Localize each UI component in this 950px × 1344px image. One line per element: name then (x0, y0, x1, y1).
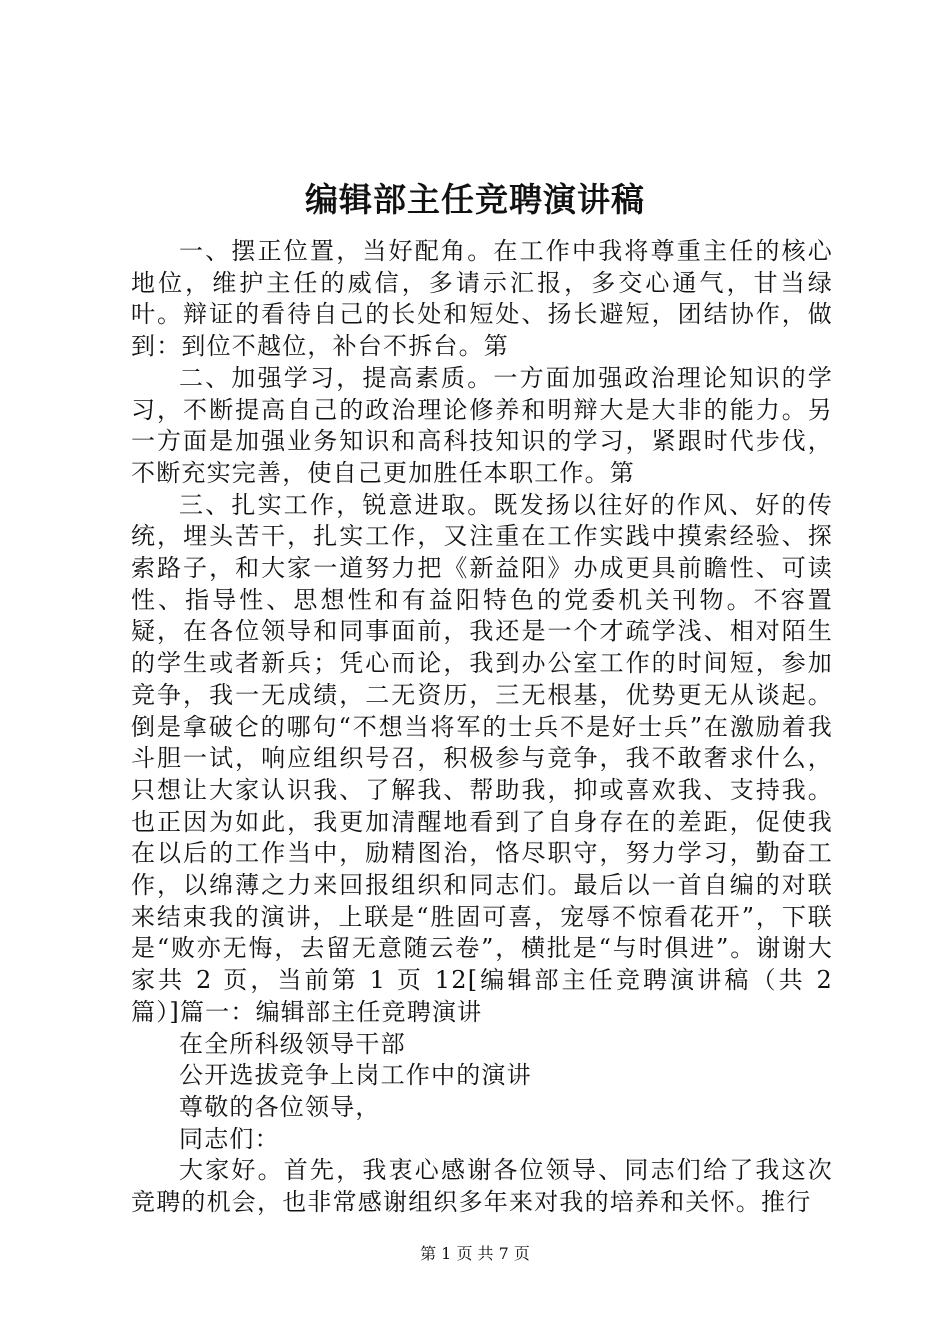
salutation-line-2: 同志们： (179, 1124, 280, 1153)
paragraph-4: 大家好。首先，我衷心感谢各位领导、同志们给了我这次竞聘的机会，也非常感谢组织多年来对我的培养和关怀。推行 (131, 1156, 833, 1217)
paragraph-2: 二、加强学习，提高素质。一方面加强政治理论知识的学习，不断提高自己的政治理论修养和明辩大是大非的能力。另一方面是加强业务知识和高科技知识的学习，紧跟时代步伐，不断充实完善，使自己更加胜任本职工作。第 (131, 363, 833, 487)
paragraph-3: 三、扎实工作，锐意进取。既发扬以往好的作风、好的传统，埋头苦干，扎实工作，又注重在工作实践中摸索经验、探索路子，和大家一道努力把《新益阳》办成更具前瞻性、可读性、指导性、思想性和有益阳特色的党委机关刊物。不容置疑，在各位领导和同事面前，我还是一个才疏学浅、相对陌生的学生或者新兵；凭心而论，我到办公室工作的时间短，参加竞争，我一无成绩，二无资历，三无根基，优势更无从谈起。倒是拿破仑的哪句“不想当将军的士兵不是好士兵”在激励着我斗胆一试，响应组织号召，积极参与竞争，我不敢奢求什么，只想让大家认识我、了解我、帮助我，抑或喜欢我、支持我。也正因为如此，我更加清醒地看到了自身存在的差距，促使我在以后的工作当中，励精图治，恪尽职守，努力学习，勤奋工作，以绵薄之力来回报组织和同志们。最后以一首自编的对联来结束我的演讲，上联是“胜固可喜，宠辱不惊看花开”，下联是“败亦无悔，去留无意随云卷”，横批是“与时俱进”。谢谢大家共 2 页，当前第 1 页 12[编辑部主任竞聘演讲稿（共 2 篇）]篇一：编辑部主任竞聘演讲 (131, 490, 833, 1026)
salutation-line-1: 尊敬的各位领导， (179, 1092, 381, 1121)
heading-line-2: 公开选拔竞争上岗工作中的演讲 (179, 1061, 532, 1090)
document-title: 编辑部主任竞聘演讲稿 (305, 180, 645, 219)
heading-line-1: 在全所科级领导干部 (179, 1029, 406, 1058)
page-footer: 第 1 页 共 7 页 (420, 1244, 530, 1263)
document-body (131, 236, 833, 1219)
paragraph-1: 一、摆正位置，当好配角。在工作中我将尊重主任的核心地位，维护主任的威信，多请示汇报，多交心通气，甘当绿叶。辩证的看待自己的长处和短处、扬长避短，团结协作，做到：到位不越位，补台不拆台。第 (131, 237, 833, 361)
